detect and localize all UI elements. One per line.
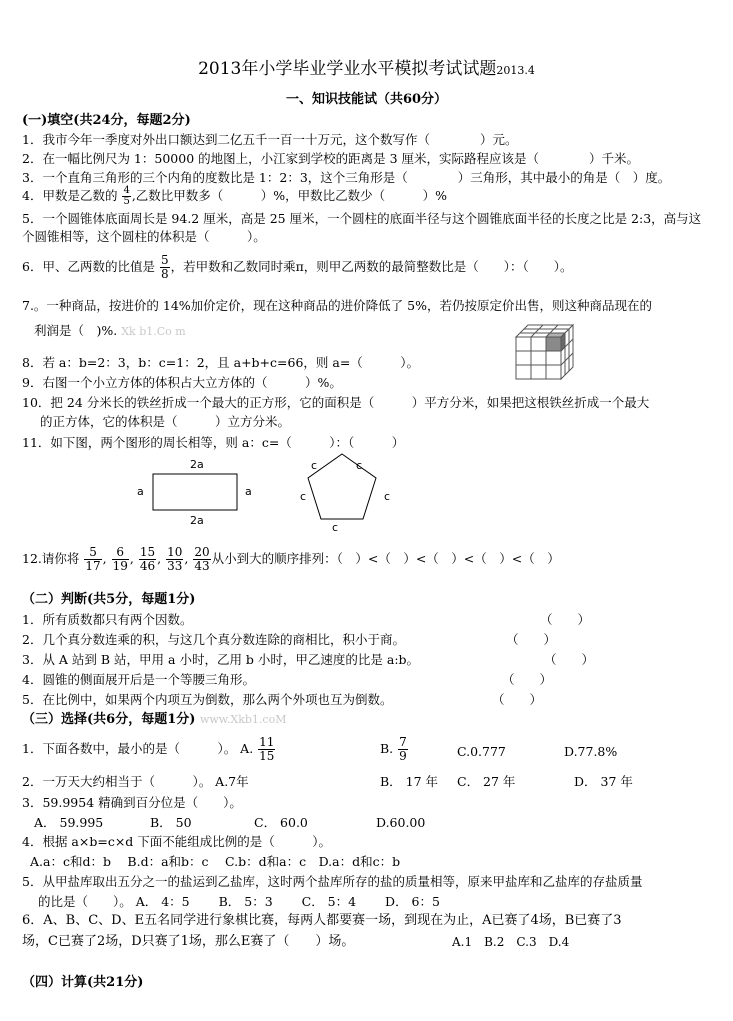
question-1-6: 6．甲、乙两数的比值是 $\frac{5}{8}$ ，若甲数和乙数同时乘π，则甲乙两数的最简整数比是（ ）：（ ）。 — [22, 253, 573, 281]
judge-4: 4．圆锥的侧面展开后是一个等腰三角形。 （ ） — [22, 672, 553, 687]
pentagon-label: c — [356, 459, 363, 472]
title-date: 2013.4 — [496, 64, 535, 77]
rect-label-right: a — [245, 485, 252, 498]
section-judge-heading: （二）判断(共5分，每题1分) — [22, 592, 196, 607]
question-1-10-cont: 的正方体，它的体积是（ ）立方分米。 — [40, 414, 291, 429]
question-1-4: 4．甲数是乙数的 $\frac{4}{5}$ ,乙数比甲数多（ ）%，甲数比乙数少（ ）% — [22, 185, 448, 207]
rectangle-figure — [152, 473, 238, 511]
fraction: $\frac{11}{15}$ — [259, 735, 275, 763]
judge-2: 2．几个真分数连乘的积，与这几个真分数连除的商相比，积小于商。 （ ） — [22, 632, 557, 647]
judge-5: 5．在比例中，如果两个内项互为倒数，那么两个外项也互为倒数。 （ ） — [22, 692, 543, 707]
fraction-3: $\frac{15}{46}$ — [139, 545, 156, 573]
choice-3: 3．59.9954 精确到百分位是（ ）。 — [22, 795, 242, 810]
fraction-1: $\frac{5}{17}$ — [85, 545, 101, 573]
section-calc-heading: （四）计算(共21分) — [22, 975, 144, 990]
question-1-12: 12.请你将 $\frac{5}{17}$ , $\frac{6}{19}$ , $\frac{15}{46}$ , $\frac{10}{33}$ , $\frac{20}{43}$ 从小到大的顺序排列：（ ）<（ ）<（ ）<（ ）<（ ） — [22, 545, 560, 573]
watermark: Xk b1.Co m — [121, 325, 186, 338]
choice-5-cont: 的比是（ ）。 A． 4：5 B． 5：3 C． 5：4 D． 6：5 — [38, 894, 440, 909]
choice-5: 5．从甲盐库取出五分之一的盐运到乙盐库，这时两个盐库所存的盐的质量相等，原来甲盐库和乙盐库的存盐质量 — [22, 874, 643, 889]
question-1-3: 3．一个直角三角形的三个内角的度数比是 1：2：3，这个三角形是（ ）三角形，其中最小的角是（ ）度。 — [22, 170, 671, 185]
page-title — [0, 54, 733, 79]
question-1-1: 1．我市今年一季度对外出口额达到二亿五千一百一十万元，这个数写作（ ）元。 — [22, 132, 518, 147]
question-1-8: 8．若 a：b=2：3，b：c=1：2，且 a+b+c=66，则 a=（ ）。 — [22, 355, 420, 370]
question-1-10: 10．把 24 分米长的铁丝折成一个最大的正方形，它的面积是（ ）平方分米，如果把这根铁丝折成一个最大 — [22, 395, 650, 410]
choice-6: 6．A、B、C、D、E五名同学进行象棋比赛，每两人都要赛一场，到现在为止，A已赛了4场，B已赛了3 — [22, 913, 622, 928]
part-subtitle: 一、知识技能试（共60分） — [285, 92, 448, 107]
section-choice-heading: （三）选择(共6分，每题1分) www.Xkb1.coM — [22, 712, 287, 727]
choice-4-options: A.a：c和d：b B.d：a和b：c C.b：d和a：c D.a：d和c：b — [30, 854, 401, 869]
rect-label-top: 2a — [190, 458, 204, 471]
section-fill-heading: (一)填空(共24分，每题2分) — [22, 113, 191, 128]
pentagon-label: c — [311, 459, 318, 472]
judge-3: 3．从 A 站到 B 站，甲用 a 小时，乙用 b 小时，甲乙速度的比是 a:b。 （ ） — [22, 652, 595, 667]
question-1-5: 5．一个圆锥体底面周长是 94.2 厘米，高是 25 厘米，一个圆柱的底面半径与这个圆锥底面半径的长度之比是 2:3，高与这个圆锥相等，这个圆柱的体积是（ ）。 — [22, 211, 702, 244]
pentagon-label: c — [332, 521, 339, 534]
title-text: 2013年小学毕业学业水平模拟考试试题 — [198, 59, 497, 79]
question-1-7: 7.。一种商品，按进价的 14%加价定价，现在这种商品的进价降低了 5%，若仍按原定价出售，则这种商品现在的 — [22, 298, 652, 313]
choice-1: 1．下面各数中，最小的是（ ）。 A. $\frac{11}{15}$ B. $\frac{7}{9}$ C.0.777 D.77.8% — [22, 735, 618, 763]
choice-2: 2．一万天大约相当于（ ）。 A.7年 B． 17 年 C． 27 年 D． 37 年 — [22, 774, 633, 789]
choice-3-options: A． 59.995 B． 50 C． 60.0 D.60.00 — [34, 815, 426, 830]
fraction-4: $\frac{10}{33}$ — [167, 545, 183, 573]
fraction: $\frac{4}{5}$ — [123, 185, 130, 207]
question-1-2: 2．在一幅比例尺为 1：50000 的地图上，小江家到学校的距离是 3 厘米，实际路程应该是（ ）千米。 — [22, 151, 640, 166]
pentagon-label: c — [384, 490, 391, 503]
question-1-9: 9．右图一个小立方体的体积占大立方体的（ ）%。 — [22, 375, 342, 390]
pentagon-label: c — [300, 490, 307, 503]
cube-figure — [514, 323, 576, 381]
choice-6-cont: 场，C已赛了2场，D只赛了1场，那么E赛了（ ）场。 A.1 B.2 C.3 D.4 — [22, 934, 570, 949]
judge-1: 1．所有质数都只有两个因数。 （ ） — [22, 612, 591, 627]
fraction-5: $\frac{20}{43}$ — [194, 545, 210, 573]
rect-label-left: a — [137, 485, 144, 498]
fraction: $\frac{7}{9}$ — [399, 735, 407, 763]
question-1-7-cont: 利润是（ )%. Xk b1.Co m — [34, 323, 186, 338]
watermark: www.Xkb1.coM — [199, 713, 287, 726]
fraction: $\frac{5}{8}$ — [160, 253, 169, 281]
choice-4: 4．根据 a×b=c×d 下面不能组成比例的是（ ）。 — [22, 834, 332, 849]
question-1-11: 11．如下图，两个图形的周长相等，则 a：c=（ ）：（ ） — [22, 435, 405, 450]
rect-label-bottom: 2a — [190, 514, 204, 527]
fraction-2: $\frac{6}{19}$ — [112, 545, 128, 573]
